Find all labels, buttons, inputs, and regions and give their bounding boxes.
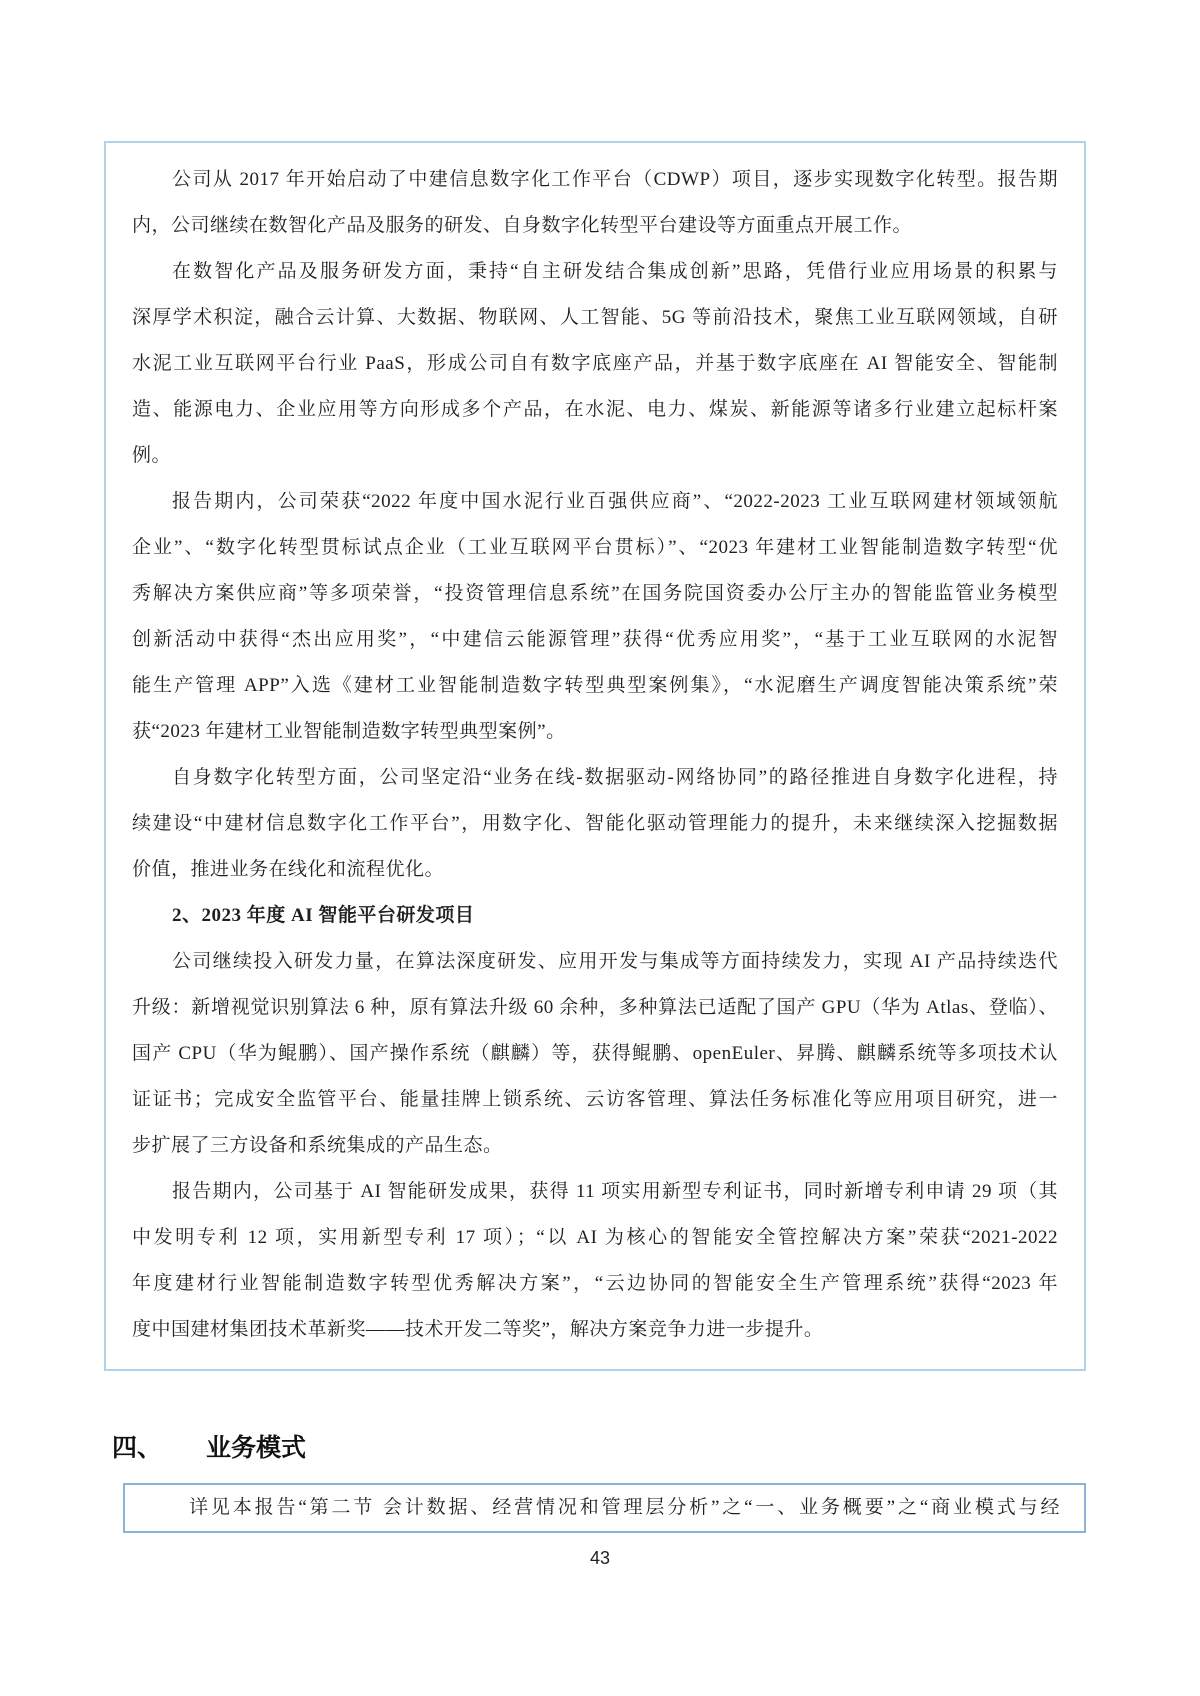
paragraph-line: 内，公司继续在数智化产品及服务的研发、自身数字化转型平台建设等方面重点开展工作。 (132, 215, 913, 236)
paragraph-line: 例。 (132, 445, 172, 466)
section-number: 四、 (112, 1434, 163, 1462)
paragraph-line: 报告期内，公司基于 AI 智能研发成果，获得 11 项实用新型专利证书，同时新增专利申请 29 项（其 (172, 1181, 1058, 1202)
paragraph-line: 步扩展了三方设备和系统集成的产品生态。 (132, 1135, 503, 1156)
paragraph-line: 公司继续投入研发力量，在算法深度研发、应用开发与集成等方面持续发力，实现 AI 产品持续迭代 (172, 951, 1058, 972)
paragraph-line: 证证书；完成安全监管平台、能量挂牌上锁系统、云访客管理、算法任务标准化等应用项目研究，进一 (132, 1089, 1058, 1110)
report-box (104, 141, 1086, 1371)
page-number: 43 (589, 1548, 611, 1568)
paragraph-line: 国产 CPU（华为鲲鹏）、国产操作系统（麒麟）等，获得鲲鹏、openEuler、昇腾、麒麟系统等多项技术认 (132, 1043, 1058, 1064)
paragraph-line: 续建设“中建材信息数字化工作平台”，用数字化、智能化驱动管理能力的提升，未来继续深入挖掘数据 (132, 813, 1058, 834)
subsection-heading: 2、2023 年度 AI 智能平台研发项目 (172, 905, 475, 926)
paragraph-line: 价值，推进业务在线化和流程优化。 (132, 859, 445, 880)
paragraph-line: 在数智化产品及服务研发方面，秉持“自主研发结合集成创新”思路，凭借行业应用场景的积累与 (172, 261, 1058, 282)
section-title: 业务模式 (206, 1434, 307, 1462)
paragraph-line: 获“2023 年建材工业智能制造数字转型典型案例”。 (132, 721, 566, 742)
paragraph-line: 能生产管理 APP”入选《建材工业智能制造数字转型典型案例集》，“水泥磨生产调度智能决策系统”荣 (132, 675, 1058, 696)
paragraph-line: 度中国建材集团技术革新奖——技术开发二等奖”，解决方案竞争力进一步提升。 (132, 1319, 824, 1340)
paragraph-line: 秀解决方案供应商”等多项荣誉，“投资管理信息系统”在国务院国资委办公厅主办的智能监管业务模型 (132, 583, 1058, 604)
paragraph-line: 升级：新增视觉识别算法 6 种，原有算法升级 60 余种，多种算法已适配了国产 GPU（华为 Atlas、登临）、 (132, 997, 1058, 1018)
paragraph-line: 造、能源电力、企业应用等方向形成多个产品，在水泥、电力、煤炭、新能源等诸多行业建立起标杆案 (132, 399, 1058, 420)
paragraph-line: 中发明专利 12 项，实用新型专利 17 项）；“以 AI 为核心的智能安全管控解决方案”荣获“2021-2022 (132, 1227, 1058, 1248)
paragraph-line: 企业”、“数字化转型贯标试点企业（工业互联网平台贯标）”、“2023 年建材工业智能制造数字转型“优 (132, 537, 1058, 558)
paragraph-line: 年度建材行业智能制造数字转型优秀解决方案”，“云边协同的智能安全生产管理系统”获得“2023 年 (132, 1273, 1058, 1294)
paragraph-line: 公司从 2017 年开始启动了中建信息数字化工作平台（CDWP）项目，逐步实现数字化转型。报告期 (172, 169, 1058, 190)
reference-box (123, 1483, 1086, 1533)
paragraph-line: 深厚学术积淀，融合云计算、大数据、物联网、人工智能、5G 等前沿技术，聚焦工业互联网领域，自研 (132, 307, 1058, 328)
section-heading (112, 1428, 306, 1464)
paragraph-line: 创新活动中获得“杰出应用奖”，“中建信云能源管理”获得“优秀应用奖”，“基于工业互联网的水泥智 (132, 629, 1058, 650)
paragraph-line: 自身数字化转型方面，公司坚定沿“业务在线-数据驱动-网络协同”的路径推进自身数字化进程，持 (172, 767, 1058, 788)
reference-line: 详见本报告“第二节 会计数据、经营情况和管理层分析”之“一、业务概要”之“商业模式与经 (189, 1497, 1060, 1518)
paragraph-line: 报告期内，公司荣获“2022 年度中国水泥行业百强供应商”、“2022-2023 工业互联网建材领域领航 (172, 491, 1058, 512)
paragraph-line: 水泥工业互联网平台行业 PaaS，形成公司自有数字底座产品，并基于数字底座在 AI 智能安全、智能制 (132, 353, 1058, 374)
